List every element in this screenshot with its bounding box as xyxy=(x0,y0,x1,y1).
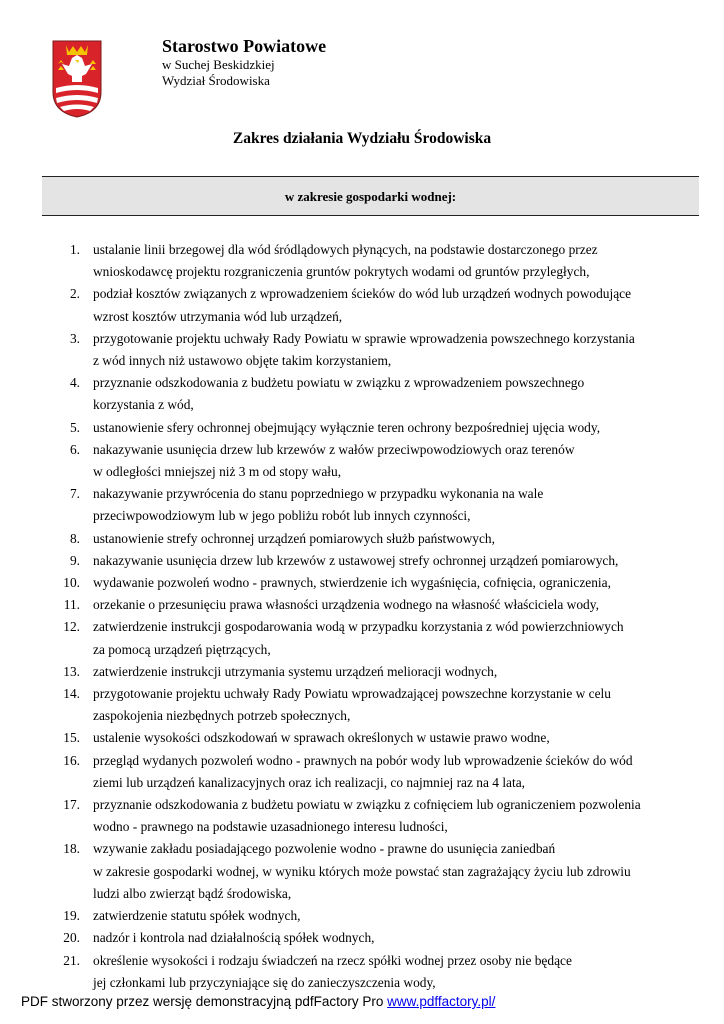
list-item-line: wzrost kosztów utrzymania wód lub urządzeń, xyxy=(93,308,343,324)
list-item-number: 4. xyxy=(69,375,80,391)
list-item-line: określenie wysokości i rodzaju świadczeń na rzecz spółki wodnej przez osoby nie będące xyxy=(93,952,572,968)
list-item-number: 20. xyxy=(63,930,80,946)
list-item xyxy=(0,683,724,727)
list-item-text xyxy=(93,794,698,838)
list-item xyxy=(0,750,724,794)
list-item-number: 5. xyxy=(69,419,80,435)
list-item-text xyxy=(93,594,698,616)
duties-list xyxy=(0,239,724,994)
list-item-text xyxy=(93,283,698,327)
list-item-line: ustanowienie strefy ochronnej urządzeń pomiarowych służb państwowych, xyxy=(93,530,495,546)
list-item xyxy=(0,661,724,683)
section-heading: w zakresie gospodarki wodnej: xyxy=(284,189,457,204)
list-item-line: wnioskodawcę projektu rozgraniczenia gruntów pokrytych wodami od gruntów przyległych, xyxy=(93,264,590,280)
list-item-text xyxy=(93,239,698,283)
list-item-number: 16. xyxy=(63,752,80,768)
section-heading-box xyxy=(42,176,699,216)
list-item-line: zatwierdzenie instrukcji utrzymania systemu urządzeń melioracji wodnych, xyxy=(93,663,498,679)
list-item-line: ustanowienie sfery ochronnej obejmujący wyłącznie teren ochrony bezpośredniej ujęcia wody, xyxy=(93,419,601,435)
list-item-number: 15. xyxy=(63,730,80,746)
list-item-line: ustalenie wysokości odszkodowań w sprawach określonych w ustawie prawo wodne, xyxy=(93,730,550,746)
list-item-line: za pomocą urządzeń piętrzących, xyxy=(93,641,271,657)
list-item-text xyxy=(93,572,698,594)
list-item xyxy=(0,838,724,905)
list-item-number: 6. xyxy=(69,441,80,457)
list-item-line: przygotowanie projektu uchwały Rady Powiatu w sprawie wprowadzenia powszechnego korzystania xyxy=(93,330,635,346)
list-item-text xyxy=(93,528,698,550)
list-item-number: 13. xyxy=(63,663,80,679)
list-item-line: ludzi albo zwierząt bądź środowiska, xyxy=(93,885,292,901)
list-item-line: przeciwpowodziowym lub w jego pobliżu robót lub innych czynności, xyxy=(93,508,471,524)
list-item-text xyxy=(93,483,698,527)
list-item-number: 10. xyxy=(63,575,80,591)
list-item xyxy=(0,550,724,572)
list-item-line: nakazywanie przywrócenia do stanu poprzedniego w przypadku wykonania na wale xyxy=(93,486,544,502)
list-item-text xyxy=(93,927,698,949)
list-item xyxy=(0,594,724,616)
list-item-text xyxy=(93,727,698,749)
list-item xyxy=(0,616,724,660)
list-item-line: w odległości mniejszej niż 3 m od stopy wału, xyxy=(93,464,342,480)
coat-of-arms-icon xyxy=(52,40,102,118)
list-item-number: 18. xyxy=(63,841,80,857)
list-item-text xyxy=(93,950,698,994)
list-item xyxy=(0,328,724,372)
list-item-line: wodno - prawnego na podstawie uzasadnionego interesu ludności, xyxy=(93,819,448,835)
list-item-number: 21. xyxy=(63,952,80,968)
footer-link[interactable]: www.pdffactory.pl/ xyxy=(387,994,496,1009)
list-item xyxy=(0,372,724,416)
list-item-line: z wód innych niż ustawowo objęte takim korzystaniem, xyxy=(93,353,392,369)
list-item-text xyxy=(93,616,698,660)
list-item-number: 9. xyxy=(69,552,80,568)
list-item-line: podział kosztów związanych z wprowadzeniem ścieków do wód lub urządzeń wodnych powodujące xyxy=(93,286,632,302)
list-item xyxy=(0,727,724,749)
list-item-text xyxy=(93,417,698,439)
office-header xyxy=(162,36,326,89)
list-item-line: jej członkami lub przyczyniające się do zanieczyszczenia wody, xyxy=(93,974,436,990)
list-item-text xyxy=(93,683,698,727)
list-item-line: wydawanie pozwoleń wodno - prawnych, stwierdzenie ich wygaśnięcia, cofnięcia, ograniczenia, xyxy=(93,575,611,591)
pdf-footer xyxy=(21,994,495,1009)
list-item-line: nakazywanie usunięcia drzew lub krzewów z wałów przeciwpowodziowych oraz terenów xyxy=(93,441,575,457)
office-location: w Suchej Beskidzkiej xyxy=(162,57,275,72)
list-item-line: zaspokojenia niezbędnych potrzeb społecznych, xyxy=(93,708,351,724)
list-item-line: orzekanie o przesunięciu prawa własności urządzenia wodnego na własność właściciela wody, xyxy=(93,597,599,613)
list-item xyxy=(0,417,724,439)
list-item-line: nakazywanie usunięcia drzew lub krzewów z ustawowej strefy ochronnej urządzeń pomiarowych, xyxy=(93,552,619,568)
footer-text: PDF stworzony przez wersję demonstracyjną pdfFactory Pro xyxy=(21,994,388,1009)
list-item xyxy=(0,905,724,927)
list-item-line: przygotowanie projektu uchwały Rady Powiatu wprowadzającej powszechne korzystanie w celu xyxy=(93,686,611,702)
list-item-text xyxy=(93,838,698,905)
list-item-number: 14. xyxy=(63,686,80,702)
list-item-number: 8. xyxy=(69,530,80,546)
list-item-line: w zakresie gospodarki wodnej, w wyniku których może powstać stan zagrażający życiu lub zdrowiu xyxy=(93,863,631,879)
list-item-line: nadzór i kontrola nad działalnością spółek wodnych, xyxy=(93,930,375,946)
list-item-text xyxy=(93,439,698,483)
document-title: Zakres działania Wydziału Środowiska xyxy=(232,130,492,147)
list-item-line: przegląd wydanych pozwoleń wodno - prawnych na pobór wody lub wprowadzenie ścieków do wód xyxy=(93,752,633,768)
list-item-text xyxy=(93,905,698,927)
list-item-number: 12. xyxy=(63,619,80,635)
list-item xyxy=(0,572,724,594)
list-item xyxy=(0,483,724,527)
list-item-number: 1. xyxy=(69,242,80,257)
list-item-line: zatwierdzenie instrukcji gospodarowania wodą w przypadku korzystania z wód powierzchniowych xyxy=(93,619,624,635)
list-item-line: przyznanie odszkodowania z budżetu powiatu w związku z wprowadzeniem powszechnego xyxy=(93,375,585,391)
list-item-line: wzywanie zakładu posiadającego pozwolenie wodno - prawne do usunięcia zaniedbań xyxy=(93,841,556,857)
office-department: Wydział Środowiska xyxy=(162,73,270,88)
list-item xyxy=(0,439,724,483)
list-item-number: 17. xyxy=(63,797,80,813)
list-item-text xyxy=(93,372,698,416)
list-item-text xyxy=(93,661,698,683)
list-item xyxy=(0,239,724,283)
list-item-number: 2. xyxy=(69,286,80,302)
list-item-text xyxy=(93,328,698,372)
list-item-text xyxy=(93,550,698,572)
list-item-line: ziemi lub urządzeń kanalizacyjnych oraz ich realizacji, co najmniej raz na 4 lata, xyxy=(93,774,525,790)
list-item-text xyxy=(93,750,698,794)
office-title: Starostwo Powiatowe xyxy=(162,36,327,56)
list-item-line: przyznanie odszkodowania z budżetu powiatu w związku z cofnięciem lub ograniczeniem pozwolenia xyxy=(93,797,641,813)
list-item-number: 3. xyxy=(69,330,80,346)
list-item-number: 7. xyxy=(69,486,80,502)
list-item xyxy=(0,950,724,994)
list-item xyxy=(0,283,724,327)
list-item xyxy=(0,528,724,550)
list-item-line: zatwierdzenie statutu spółek wodnych, xyxy=(93,908,301,924)
list-item-number: 19. xyxy=(63,908,80,924)
list-item-number: 11. xyxy=(63,597,80,613)
list-item-line: ustalanie linii brzegowej dla wód śródlądowych płynących, na podstawie dostarczonego przez xyxy=(93,242,598,257)
list-item-line: korzystania z wód, xyxy=(93,397,194,413)
list-item xyxy=(0,927,724,949)
list-item xyxy=(0,794,724,838)
